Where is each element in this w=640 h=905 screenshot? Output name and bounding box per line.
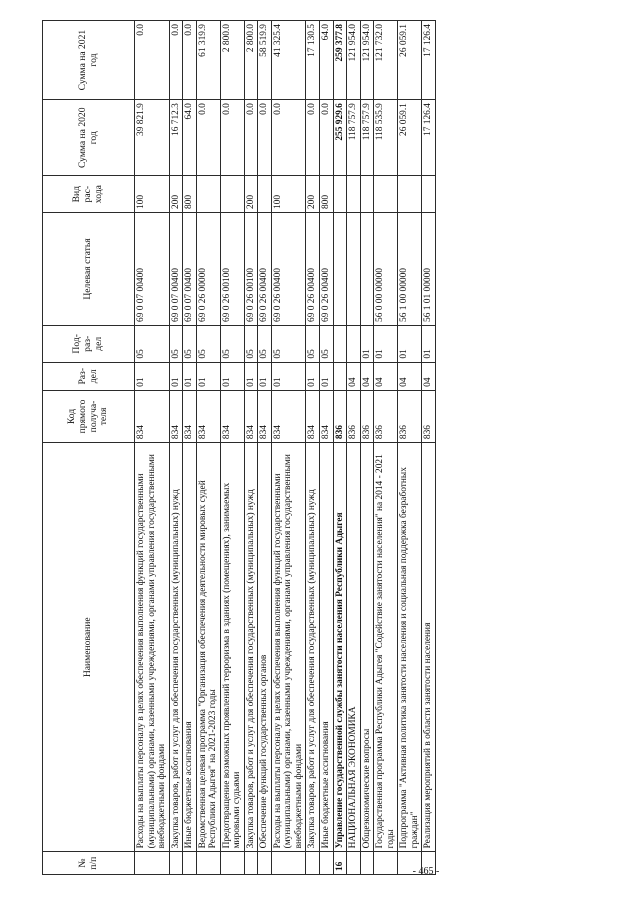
- cell-num: [360, 852, 374, 875]
- cell-num: 16: [333, 852, 347, 875]
- cell-sum-2020: 255 929.6: [333, 100, 347, 176]
- cell-target-article: 56 1 00 00000: [398, 213, 422, 326]
- cell-subsection: 05: [220, 325, 244, 362]
- cell-target-article: 69 0 07 00400: [135, 213, 170, 326]
- table-row: [271, 21, 306, 875]
- cell-sum-2020: 39 821.9: [135, 100, 170, 176]
- cell-recipient-code: 834: [319, 390, 333, 442]
- cell-sum-2020: 0.0: [258, 100, 272, 176]
- cell-section: 01: [220, 362, 244, 390]
- cell-expense-type: [422, 176, 436, 213]
- cell-section: 01: [135, 362, 170, 390]
- cell-name: Общеэкономические вопросы: [360, 443, 374, 852]
- cell-section: 04: [422, 362, 436, 390]
- cell-expense-type: [196, 176, 220, 213]
- cell-recipient-code: 836: [398, 390, 422, 442]
- cell-recipient-code: 834: [135, 390, 170, 442]
- cell-name: Иные бюджетные ассигнования: [183, 443, 197, 852]
- cell-expense-type: [374, 176, 398, 213]
- cell-sum-2020: 26 059.1: [398, 100, 422, 176]
- cell-target-article: [333, 213, 347, 326]
- cell-sum-2021: 2 800.0: [220, 21, 244, 100]
- cell-sum-2020: 0.0: [244, 100, 258, 176]
- header-recipient-code: Код прямого получа-теля: [43, 390, 135, 442]
- cell-num: [135, 852, 170, 875]
- cell-sum-2021: 17 126.4: [422, 21, 436, 100]
- table-row: [306, 21, 320, 875]
- cell-target-article: 69 0 07 00400: [169, 213, 183, 326]
- cell-expense-type: 200: [306, 176, 320, 213]
- cell-target-article: 69 0 26 00100: [220, 213, 244, 326]
- cell-name: Государственная программа Республики Адыгея "Содействие занятости населения" на 2014 - 2021 годы: [374, 443, 398, 852]
- budget-table: [42, 20, 436, 875]
- cell-recipient-code: 834: [244, 390, 258, 442]
- cell-section: 01: [306, 362, 320, 390]
- cell-section: 01: [183, 362, 197, 390]
- cell-sum-2020: 0.0: [220, 100, 244, 176]
- cell-num: [220, 852, 244, 875]
- cell-section: 01: [244, 362, 258, 390]
- cell-expense-type: [398, 176, 422, 213]
- cell-subsection: [333, 325, 347, 362]
- cell-sum-2020: 17 126.4: [422, 100, 436, 176]
- cell-recipient-code: 836: [333, 390, 347, 442]
- cell-target-article: 69 0 26 00000: [196, 213, 220, 326]
- table-row: [135, 21, 170, 875]
- cell-sum-2020: 0.0: [306, 100, 320, 176]
- table-row: [196, 21, 220, 875]
- cell-expense-type: [258, 176, 272, 213]
- cell-recipient-code: 834: [169, 390, 183, 442]
- table-row: [347, 21, 361, 875]
- cell-name: Закупка товаров, работ и услуг для обеспечения государственных (муниципальных) нужд: [306, 443, 320, 852]
- cell-num: [422, 852, 436, 875]
- cell-sum-2021: 121 732.0: [374, 21, 398, 100]
- cell-subsection: 05: [258, 325, 272, 362]
- cell-sum-2020: 118 757.9: [360, 100, 374, 176]
- cell-section: 01: [196, 362, 220, 390]
- cell-sum-2021: 0.0: [183, 21, 197, 100]
- cell-name: НАЦИОНАЛЬНАЯ ЭКОНОМИКА: [347, 443, 361, 852]
- cell-expense-type: 800: [319, 176, 333, 213]
- cell-subsection: 05: [196, 325, 220, 362]
- header-num: № п/п: [43, 852, 135, 875]
- cell-section: 01: [258, 362, 272, 390]
- cell-expense-type: 200: [169, 176, 183, 213]
- cell-sum-2020: 118 757.9: [347, 100, 361, 176]
- cell-name: Обеспечение функций государственных органов: [258, 443, 272, 852]
- cell-sum-2020: 0.0: [319, 100, 333, 176]
- cell-num: [271, 852, 306, 875]
- cell-name: Иные бюджетные ассигнования: [319, 443, 333, 852]
- cell-sum-2021: 259 377.8: [333, 21, 347, 100]
- cell-subsection: 05: [306, 325, 320, 362]
- cell-num: [306, 852, 320, 875]
- cell-subsection: 01: [360, 325, 374, 362]
- cell-expense-type: 100: [271, 176, 306, 213]
- cell-sum-2020: 0.0: [196, 100, 220, 176]
- cell-num: [244, 852, 258, 875]
- table-row: [319, 21, 333, 875]
- cell-subsection: 05: [244, 325, 258, 362]
- cell-sum-2020: 16 712.3: [169, 100, 183, 176]
- cell-name: Расходы на выплаты персоналу в целях обеспечения выполнения функций государственными (муниципальными) органами, казенными учреждениями, органами управления государственными внебюджетными фондами: [135, 443, 170, 852]
- cell-subsection: [347, 325, 361, 362]
- cell-expense-type: 200: [244, 176, 258, 213]
- cell-subsection: 05: [183, 325, 197, 362]
- cell-num: [183, 852, 197, 875]
- header-expense-type: Вид рас-хода: [43, 176, 135, 213]
- cell-target-article: 56 1 01 00000: [422, 213, 436, 326]
- cell-sum-2020: 0.0: [271, 100, 306, 176]
- table-row: [258, 21, 272, 875]
- cell-expense-type: [347, 176, 361, 213]
- cell-expense-type: [220, 176, 244, 213]
- cell-recipient-code: 834: [258, 390, 272, 442]
- cell-name: Расходы на выплаты персоналу в целях обеспечения выполнения функций государственными (муниципальными) органами, казенными учреждениями, органами управления государственными внебюджетными фондами: [271, 443, 306, 852]
- cell-recipient-code: 834: [271, 390, 306, 442]
- cell-sum-2021: 61 319.9: [196, 21, 220, 100]
- cell-sum-2021: 121 954.0: [347, 21, 361, 100]
- cell-sum-2021: 58 519.9: [258, 21, 272, 100]
- cell-section: 01: [319, 362, 333, 390]
- header-sum-2021: Сумма на 2021 год: [43, 21, 135, 100]
- cell-target-article: 69 0 26 00400: [271, 213, 306, 326]
- cell-sum-2021: 0.0: [135, 21, 170, 100]
- cell-section: 01: [271, 362, 306, 390]
- table-row: [244, 21, 258, 875]
- cell-sum-2021: 26 059.1: [398, 21, 422, 100]
- header-row: [43, 21, 135, 875]
- cell-subsection: 05: [319, 325, 333, 362]
- cell-recipient-code: 836: [347, 390, 361, 442]
- cell-sum-2021: 64.0: [319, 21, 333, 100]
- cell-target-article: 69 0 26 00400: [258, 213, 272, 326]
- cell-num: [196, 852, 220, 875]
- table-header: [43, 21, 135, 875]
- cell-subsection: 05: [271, 325, 306, 362]
- table-row: [169, 21, 183, 875]
- cell-expense-type: [360, 176, 374, 213]
- cell-subsection: 01: [374, 325, 398, 362]
- cell-name: Управление государственной службы занятости населения Республики Адыгея: [333, 443, 347, 852]
- cell-recipient-code: 834: [220, 390, 244, 442]
- cell-recipient-code: 836: [422, 390, 436, 442]
- cell-subsection: 01: [398, 325, 422, 362]
- table-row: [422, 21, 436, 875]
- header-subsection: Под-раз-дел: [43, 325, 135, 362]
- cell-target-article: 69 0 26 00400: [319, 213, 333, 326]
- cell-name: Предотвращение возможных проявлений терроризма в зданиях (помещениях), занимаемых мировыми судьями: [220, 443, 244, 852]
- cell-num: [169, 852, 183, 875]
- cell-recipient-code: 836: [360, 390, 374, 442]
- cell-recipient-code: 834: [196, 390, 220, 442]
- cell-recipient-code: 836: [374, 390, 398, 442]
- cell-target-article: 56 0 00 00000: [374, 213, 398, 326]
- cell-expense-type: [333, 176, 347, 213]
- cell-num: [398, 852, 422, 875]
- cell-name: Закупка товаров, работ и услуг для обеспечения государственных (муниципальных) нужд: [244, 443, 258, 852]
- header-section: Раз-дел: [43, 362, 135, 390]
- table-row: [360, 21, 374, 875]
- cell-section: [333, 362, 347, 390]
- table-body: [135, 21, 436, 875]
- cell-target-article: 69 0 26 00400: [306, 213, 320, 326]
- cell-section: 04: [347, 362, 361, 390]
- table-row: [333, 21, 347, 875]
- cell-recipient-code: 834: [306, 390, 320, 442]
- cell-num: [319, 852, 333, 875]
- cell-name: Закупка товаров, работ и услуг для обеспечения государственных (муниципальных) нужд: [169, 443, 183, 852]
- cell-sum-2021: 0.0: [169, 21, 183, 100]
- cell-target-article: 69 0 07 00400: [183, 213, 197, 326]
- cell-subsection: 05: [169, 325, 183, 362]
- cell-sum-2020: 64.0: [183, 100, 197, 176]
- cell-target-article: [360, 213, 374, 326]
- cell-sum-2021: 41 325.4: [271, 21, 306, 100]
- page-number: - 465 -: [412, 866, 440, 877]
- header-target-article: Целевая статья: [43, 213, 135, 326]
- table-row: [374, 21, 398, 875]
- cell-num: [258, 852, 272, 875]
- cell-name: Реализация мероприятий в области занятости населения: [422, 443, 436, 852]
- table-row: [398, 21, 422, 875]
- cell-num: [347, 852, 361, 875]
- table-row: [183, 21, 197, 875]
- cell-section: 01: [169, 362, 183, 390]
- cell-subsection: 05: [135, 325, 170, 362]
- cell-num: [374, 852, 398, 875]
- cell-expense-type: 800: [183, 176, 197, 213]
- cell-name: Подпрограмма "Активная политика занятости населения и социальная поддержка безработных граждан": [398, 443, 422, 852]
- table-row: [220, 21, 244, 875]
- cell-sum-2020: 118 535.9: [374, 100, 398, 176]
- cell-sum-2021: 2 800.0: [244, 21, 258, 100]
- cell-recipient-code: 834: [183, 390, 197, 442]
- cell-sum-2021: 17 130.5: [306, 21, 320, 100]
- cell-name: Ведомственная целевая программа "Организация обеспечения деятельности мировых судей Республики Адыгея" на 2021-2023 годы: [196, 443, 220, 852]
- cell-subsection: 01: [422, 325, 436, 362]
- cell-section: 04: [360, 362, 374, 390]
- cell-target-article: 69 0 26 00100: [244, 213, 258, 326]
- cell-section: 04: [374, 362, 398, 390]
- header-name: Наименование: [43, 443, 135, 852]
- header-sum-2020: Сумма на 2020 год: [43, 100, 135, 176]
- cell-sum-2021: 121 954.0: [360, 21, 374, 100]
- cell-expense-type: 100: [135, 176, 170, 213]
- cell-target-article: [347, 213, 361, 326]
- cell-section: 04: [398, 362, 422, 390]
